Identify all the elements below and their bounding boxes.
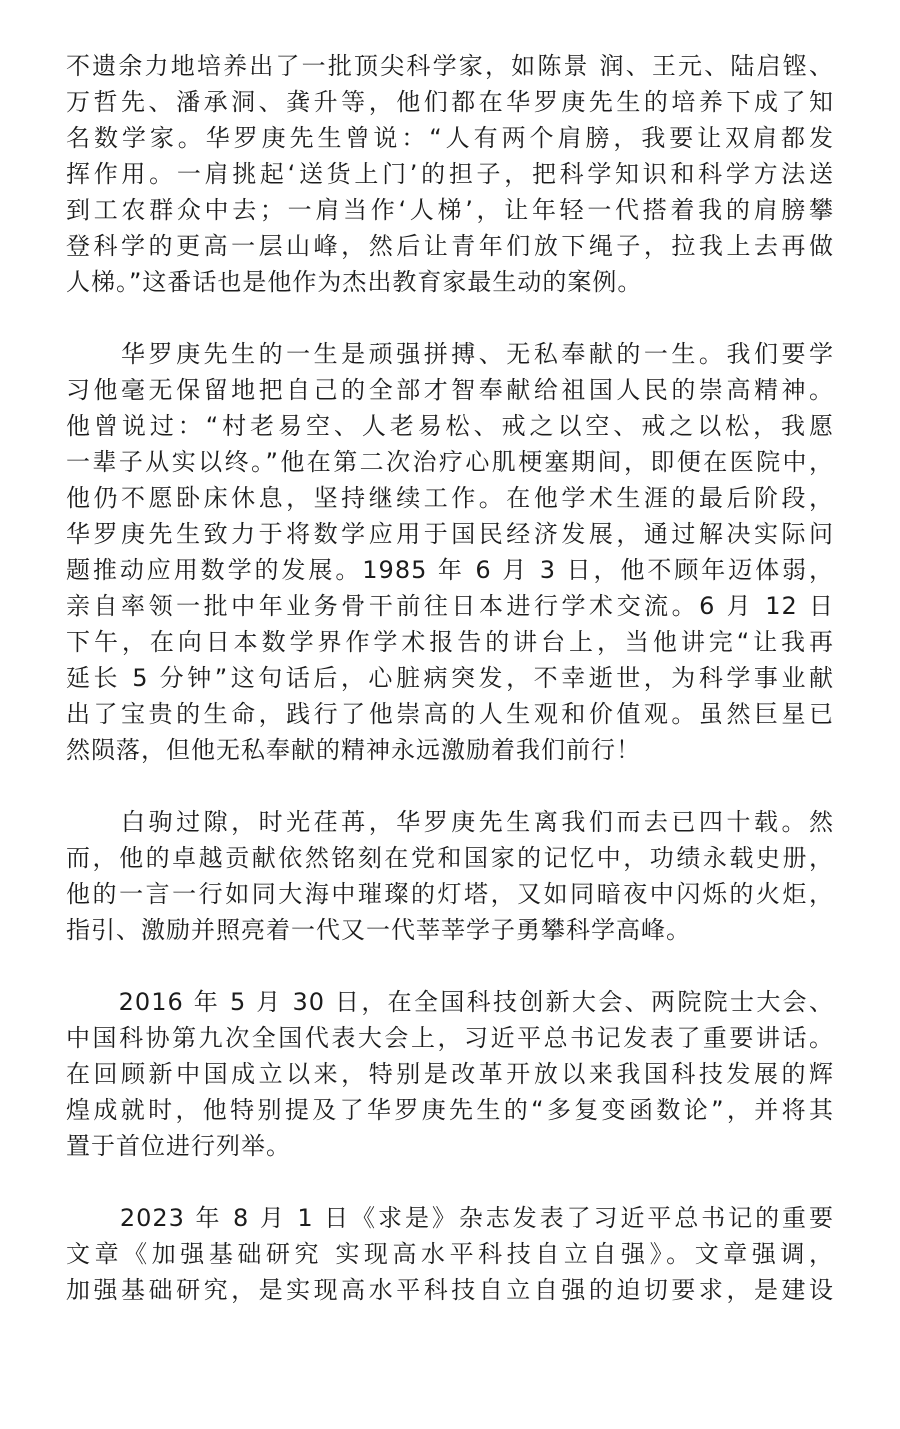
- text-line: 2016 年 5 月 30 日，在全国科技创新大会、两院院士大会、: [66, 988, 834, 1016]
- text-line: 中国科协第九次全国代表大会上，习近平总书记发表了重要讲话。: [66, 1024, 834, 1052]
- text-line: 置于首位进行列举。: [66, 1132, 291, 1160]
- text-line: 亲自率领一批中年业务骨干前往日本进行学术交流。6 月 12 日: [66, 592, 834, 620]
- text-line: 然陨落，但他无私奉献的精神永远激励着我们前行！: [66, 736, 641, 764]
- text-line: 他的一言一行如同大海中璀璨的灯塔，又如同暗夜中闪烁的火炬，: [66, 880, 834, 908]
- text-line: 名数学家。华罗庚先生曾说：“人有两个肩膀，我要让双肩都发: [66, 124, 834, 152]
- text-line: 煌成就时，他特别提及了华罗庚先生的“多复变函数论”，并将其: [66, 1096, 834, 1124]
- paragraph: [66, 804, 834, 948]
- text-line: 2023 年 8 月 1 日《求是》杂志发表了习近平总书记的重要: [66, 1204, 834, 1232]
- text-line: 到工农群众中去；一肩当作‘人梯’，让年轻一代搭着我的肩膀攀: [66, 196, 834, 224]
- text-line: 他曾说过：“村老易空、人老易松、戒之以空、戒之以松，我愿: [66, 412, 834, 440]
- text-line: 人梯。”这番话也是他作为杰出教育家最生动的案例。: [66, 268, 643, 296]
- text-line: 不遗余力地培养出了一批顶尖科学家，如陈景 润、王元、陆启铿、: [66, 52, 834, 80]
- text-line: 白驹过隙，时光荏苒，华罗庚先生离我们而去已四十载。然: [66, 808, 834, 836]
- text-line: 而，他的卓越贡献依然铭刻在党和国家的记忆中，功绩永载史册，: [66, 844, 834, 872]
- text-line: 下午，在向日本数学界作学术报告的讲台上，当他讲完“让我再: [66, 628, 834, 656]
- text-line: 登科学的更高一层山峰，然后让青年们放下绳子，拉我上去再做: [66, 232, 834, 260]
- text-line: 出了宝贵的生命，践行了他崇高的人生观和价值观。虽然巨星已: [66, 700, 834, 728]
- text-line: 延长 5 分钟”这句话后，心脏病突发，不幸逝世，为科学事业献: [66, 664, 834, 692]
- text-line: 指引、激励并照亮着一代又一代莘莘学子勇攀科学高峰。: [66, 916, 691, 944]
- text-line: 加强基础研究，是实现高水平科技自立自强的迫切要求，是建设: [66, 1276, 834, 1304]
- text-line: 一辈子从实以终。”他在第二次治疗心肌梗塞期间，即便在医院中，: [66, 448, 834, 476]
- paragraph: [66, 984, 834, 1164]
- text-line: 华罗庚先生致力于将数学应用于国民经济发展，通过解决实际问: [66, 520, 834, 548]
- text-line: 题推动应用数学的发展。1985 年 6 月 3 日，他不顾年迈体弱，: [66, 556, 834, 584]
- text-line: 万哲先、潘承洞、龚升等，他们都在华罗庚先生的培养下成了知: [66, 88, 834, 116]
- paragraph: [66, 1200, 834, 1308]
- text-line: 习他毫无保留地把自己的全部才智奉献给祖国人民的崇高精神。: [66, 376, 834, 404]
- article-body: [66, 48, 834, 1308]
- text-line: 他仍不愿卧床休息，坚持继续工作。在他学术生涯的最后阶段，: [66, 484, 834, 512]
- paragraph: [66, 48, 834, 300]
- text-line: 挥作用。一肩挑起‘送货上门’的担子，把科学知识和科学方法送: [66, 160, 834, 188]
- text-line: 文章《加强基础研究 实现高水平科技自立自强》。文章强调，: [66, 1240, 834, 1268]
- text-line: 华罗庚先生的一生是顽强拼搏、无私奉献的一生。我们要学: [66, 340, 834, 368]
- text-line: 在回顾新中国成立以来，特别是改革开放以来我国科技发展的辉: [66, 1060, 834, 1088]
- paragraph: [66, 336, 834, 768]
